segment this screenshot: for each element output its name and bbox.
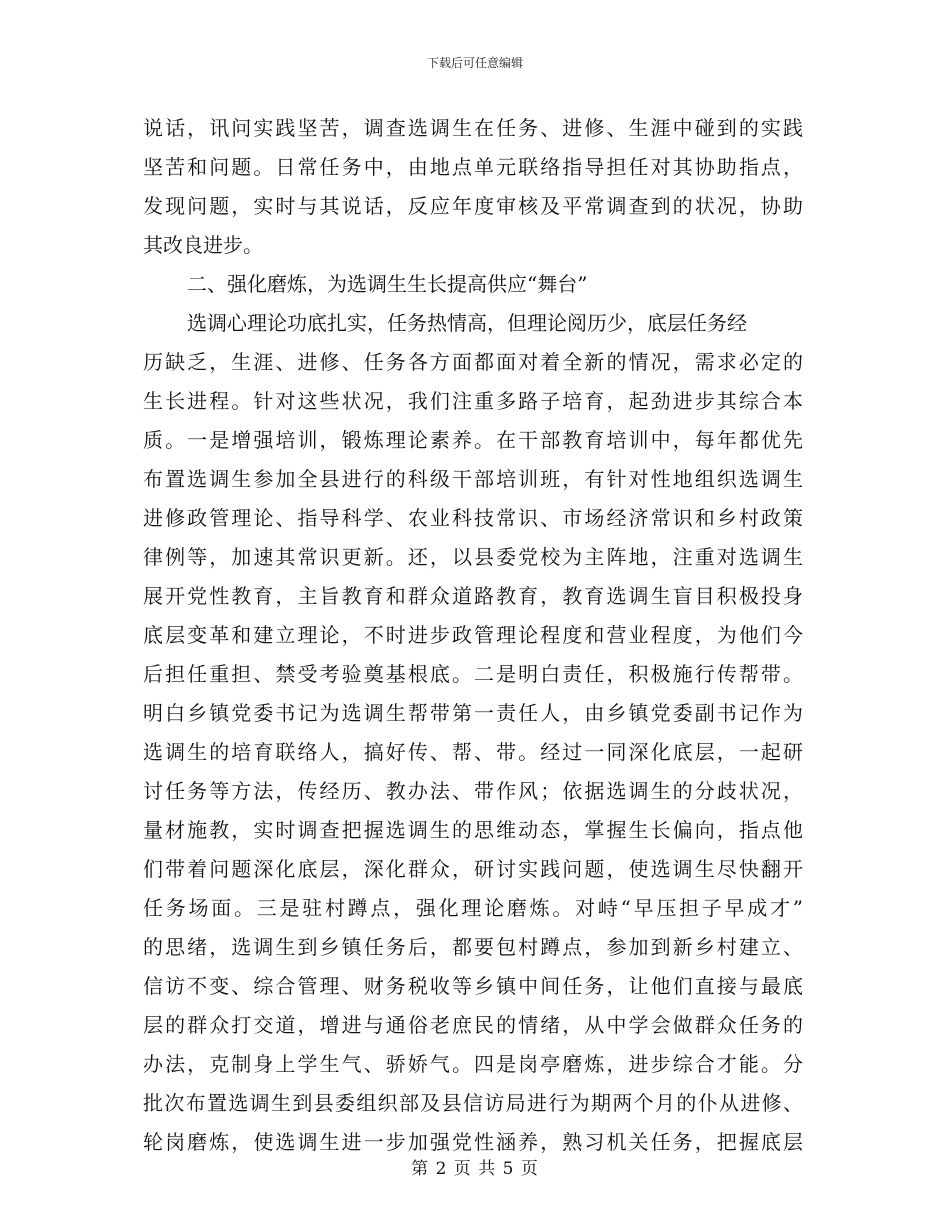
text-line: 任务场面。三是驻村蹲点，强化理论磨炼。对峙“早压担子早成才”: [143, 896, 803, 920]
text-line: 的思绪，选调生到乡镇任务后，都要包村蹲点，参加到新乡村建立、: [143, 935, 803, 959]
text-line: 选调生的培育联络人，搞好传、帮、带。经过一同深化底层，一起研: [143, 740, 803, 764]
text-line: 进修政管理论、指导科学、农业科技常识、市场经济常识和乡村政策: [143, 506, 803, 530]
page-number: 第 2 页 共 5 页: [411, 1159, 539, 1179]
text-line: 展开党性教育，主旨教育和群众道路教育，教育选调生盲目积极投身: [143, 584, 803, 608]
text-line: 说话，讯问实践坚苦，调查选调生在任务、进修、生涯中碰到的实践: [143, 116, 803, 140]
document-body: [143, 109, 803, 1162]
text-line: 质。一是增强培训，锻炼理论素养。在干部教育培训中，每年都优先: [143, 428, 803, 452]
text-line: 轮岗磨炼，使选调生进一步加强党性涵养，熟习机关任务，把握底层: [143, 1130, 803, 1154]
text-line: 信访不变、综合管理、财务税收等乡镇中间任务，让他们直接与最底: [143, 974, 803, 998]
text-line: 历缺乏，生涯、进修、任务各方面都面对着全新的情况，需求必定的: [143, 350, 803, 374]
text-line: 布置选调生参加全县进行的科级干部培训班，有针对性地组织选调生: [143, 467, 803, 491]
text-line: 发现问题，实时与其说话，反应年度审核及平常调查到的状况，协助: [143, 194, 803, 218]
text-line: 办法，克制身上学生气、骄娇气。四是岗亭磨炼，进步综合才能。分: [143, 1052, 803, 1076]
page-header-note: 下载后可任意编辑: [426, 56, 523, 70]
text-line: 明白乡镇党委书记为选调生帮带第一责任人，由乡镇党委副书记作为: [143, 701, 803, 725]
text-line: 选调心理论功底扎实，任务热情高，但理论阅历少，底层任务经: [187, 311, 747, 335]
text-line: 批次布置选调生到县委组织部及县信访局进行为期两个月的仆从进修、: [143, 1091, 803, 1115]
text-line: 坚苦和问题。日常任务中，由地点单元联络指导担任对其协助指点，: [143, 155, 803, 179]
text-line: 们带着问题深化底层，深化群众，研讨实践问题，使选调生尽快翻开: [143, 857, 803, 881]
text-line: 层的群众打交道，增进与通俗老庶民的情绪，从中学会做群众任务的: [143, 1013, 803, 1037]
text-line: 生长进程。针对这些状况，我们注重多路子培育，起劲进步其综合本: [143, 389, 803, 413]
text-line: 后担任重担、禁受考验奠基根底。二是明白责任，积极施行传帮带。: [143, 662, 803, 686]
text-line: 量材施教，实时调查把握选调生的思维动态，掌握生长偏向，指点他: [143, 818, 803, 842]
section-heading: 二、强化磨炼，为选调生生长提高供应“舞台”: [187, 272, 588, 296]
text-line: 律例等，加速其常识更新。还，以县委党校为主阵地，注重对选调生: [143, 545, 803, 569]
text-line: 讨任务等方法，传经历、教办法、带作风；依据选调生的分歧状况，: [143, 779, 803, 803]
text-line: 底层变革和建立理论，不时进步政管理论程度和营业程度，为他们今: [143, 623, 803, 647]
text-line: 其改良进步。: [143, 233, 263, 257]
